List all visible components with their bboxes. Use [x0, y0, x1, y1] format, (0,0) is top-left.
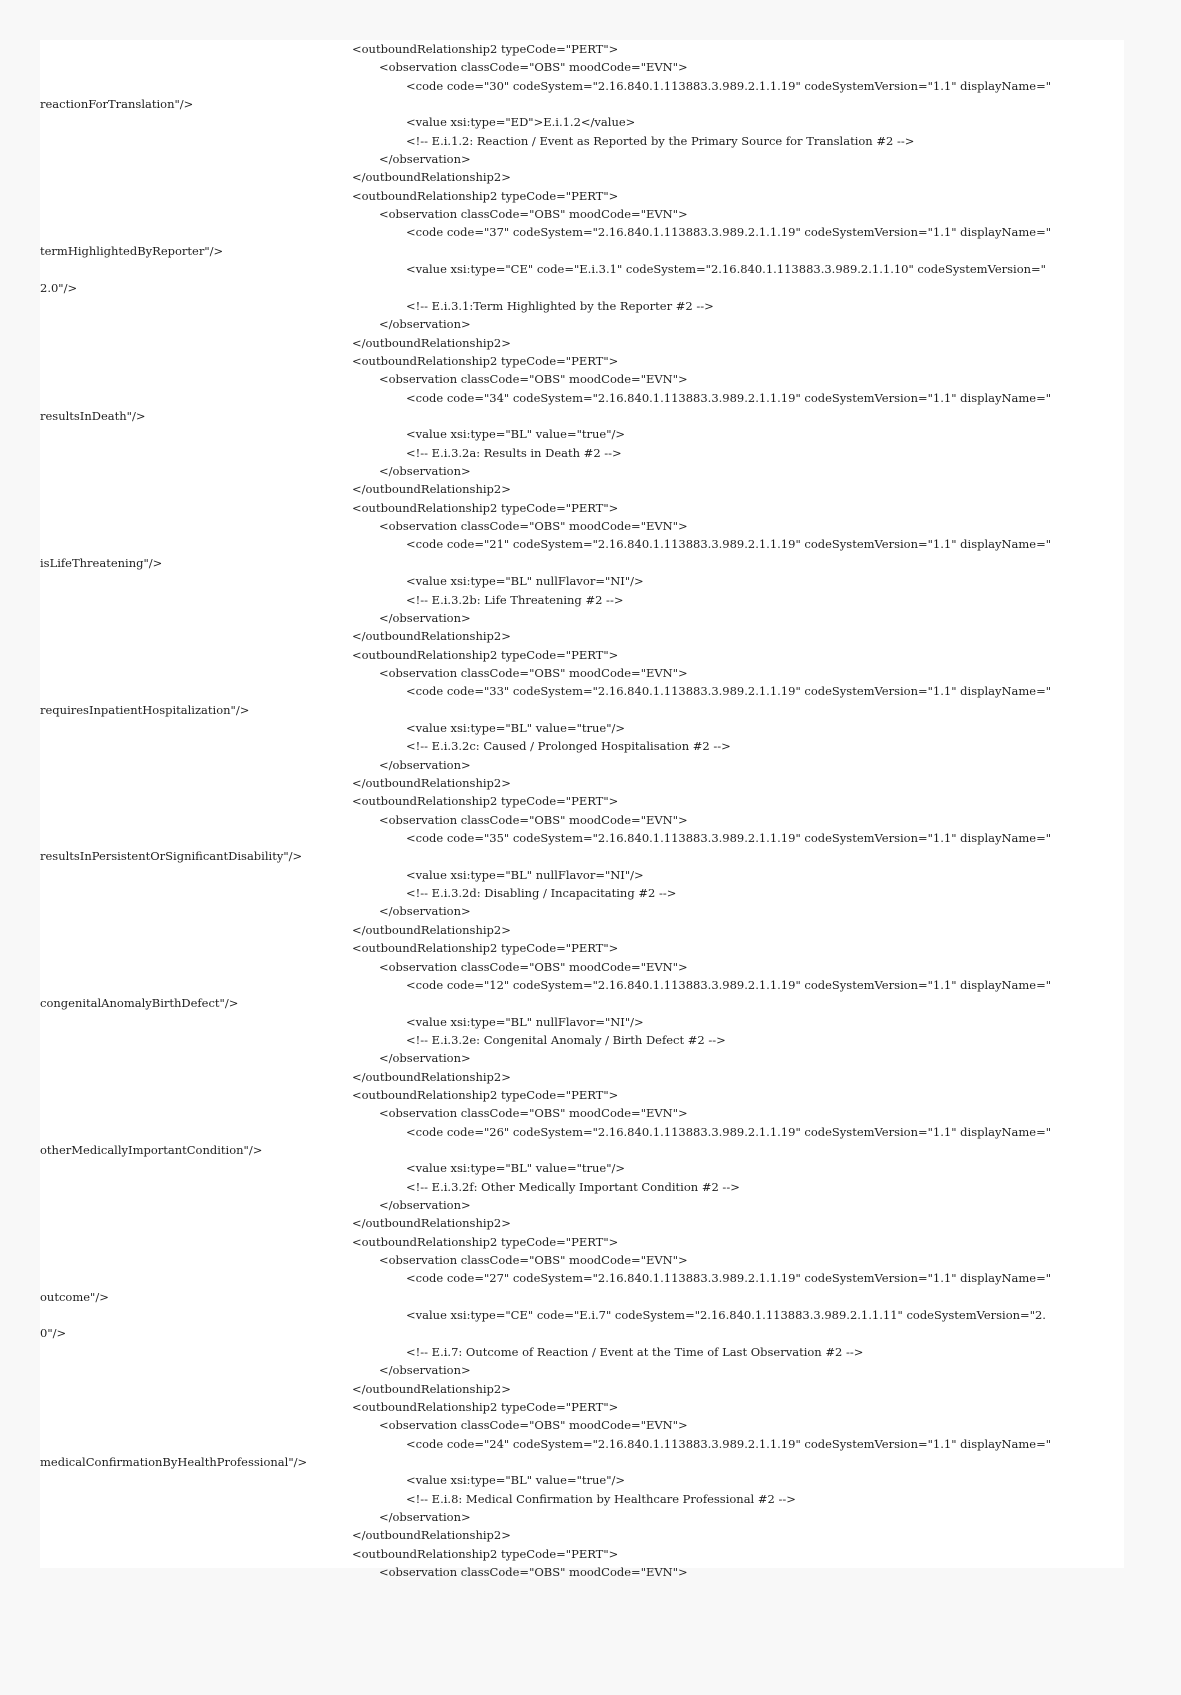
code-line: </outboundRelationship2>: [352, 1070, 511, 1084]
code-line: <code code="24" codeSystem="2.16.840.1.113883.3.989.2.1.1.19" codeSystemVersion="1.1" displayName=": [406, 1437, 1052, 1451]
wrapped-continuation-line: congenitalAnomalyBirthDefect"/>: [40, 996, 239, 1010]
code-line: </observation>: [379, 317, 471, 331]
code-line: <observation classCode="OBS" moodCode="EVN">: [379, 519, 688, 533]
code-line: <observation classCode="OBS" moodCode="EVN">: [379, 1418, 688, 1432]
code-line: <!-- E.i.3.2a: Results in Death #2 -->: [406, 446, 622, 460]
code-line: <observation classCode="OBS" moodCode="EVN">: [379, 813, 688, 827]
code-line: <outboundRelationship2 typeCode="PERT">: [352, 1400, 619, 1414]
code-line: <code code="26" codeSystem="2.16.840.1.113883.3.989.2.1.1.19" codeSystemVersion="1.1" displayName=": [406, 1125, 1052, 1139]
code-line: <!-- E.i.8: Medical Confirmation by Healthcare Professional #2 -->: [406, 1492, 796, 1506]
code-line: <!-- E.i.7: Outcome of Reaction / Event at the Time of Last Observation #2 -->: [406, 1345, 864, 1359]
code-line: <value xsi:type="BL" nullFlavor="NI"/>: [406, 574, 644, 588]
code-line: <!-- E.i.3.2d: Disabling / Incapacitating #2 -->: [406, 886, 677, 900]
code-line: <!-- E.i.3.1:Term Highlighted by the Reporter #2 -->: [406, 299, 714, 313]
code-line: <observation classCode="OBS" moodCode="EVN">: [379, 666, 688, 680]
code-line: <code code="30" codeSystem="2.16.840.1.113883.3.989.2.1.1.19" codeSystemVersion="1.1" displayName=": [406, 79, 1052, 93]
code-line: </observation>: [379, 611, 471, 625]
code-line: </observation>: [379, 758, 471, 772]
code-line: <code code="27" codeSystem="2.16.840.1.113883.3.989.2.1.1.19" codeSystemVersion="1.1" displayName=": [406, 1271, 1052, 1285]
wrapped-continuation-line: resultsInPersistentOrSignificantDisability"/>: [40, 849, 303, 863]
code-line: <outboundRelationship2 typeCode="PERT">: [352, 1088, 619, 1102]
code-line: </outboundRelationship2>: [352, 482, 511, 496]
code-line: <observation classCode="OBS" moodCode="EVN">: [379, 1253, 688, 1267]
wrapped-continuation-line: otherMedicallyImportantCondition"/>: [40, 1143, 263, 1157]
wrapped-continuation-line: isLifeThreatening"/>: [40, 556, 163, 570]
code-line: <!-- E.i.1.2: Reaction / Event as Reported by the Primary Source for Translation #2 -->: [406, 134, 915, 148]
code-line: <!-- E.i.3.2f: Other Medically Important Condition #2 -->: [406, 1180, 740, 1194]
wrapped-continuation-line: reactionForTranslation"/>: [40, 97, 194, 111]
code-line: </observation>: [379, 1510, 471, 1524]
code-line: <code code="37" codeSystem="2.16.840.1.113883.3.989.2.1.1.19" codeSystemVersion="1.1" displayName=": [406, 225, 1052, 239]
code-line: <observation classCode="OBS" moodCode="EVN">: [379, 960, 688, 974]
code-line: <value xsi:type="CE" code="E.i.7" codeSystem="2.16.840.1.113883.3.989.2.1.1.11" codeSystemVersion="2.: [406, 1308, 1046, 1322]
code-line: <code code="33" codeSystem="2.16.840.1.113883.3.989.2.1.1.19" codeSystemVersion="1.1" displayName=": [406, 684, 1052, 698]
code-line: <value xsi:type="BL" value="true"/>: [406, 721, 626, 735]
code-line: </observation>: [379, 904, 471, 918]
code-line: </outboundRelationship2>: [352, 1382, 511, 1396]
code-line: <observation classCode="OBS" moodCode="EVN">: [379, 1106, 688, 1120]
code-line: <!-- E.i.3.2b: Life Threatening #2 -->: [406, 593, 624, 607]
code-line: <value xsi:type="BL" nullFlavor="NI"/>: [406, 1015, 644, 1029]
code-line: </observation>: [379, 1198, 471, 1212]
code-line: <outboundRelationship2 typeCode="PERT">: [352, 648, 619, 662]
code-line: <value xsi:type="BL" nullFlavor="NI"/>: [406, 868, 644, 882]
code-line: <code code="12" codeSystem="2.16.840.1.113883.3.989.2.1.1.19" codeSystemVersion="1.1" displayName=": [406, 978, 1052, 992]
wrapped-continuation-line: termHighlightedByReporter"/>: [40, 244, 224, 258]
code-line: <outboundRelationship2 typeCode="PERT">: [352, 354, 619, 368]
code-line: <outboundRelationship2 typeCode="PERT">: [352, 794, 619, 808]
code-line: <code code="21" codeSystem="2.16.840.1.113883.3.989.2.1.1.19" codeSystemVersion="1.1" displayName=": [406, 537, 1052, 551]
code-line: </outboundRelationship2>: [352, 1216, 511, 1230]
code-line: <code code="34" codeSystem="2.16.840.1.113883.3.989.2.1.1.19" codeSystemVersion="1.1" displayName=": [406, 391, 1052, 405]
code-line: <!-- E.i.3.2c: Caused / Prolonged Hospitalisation #2 -->: [406, 739, 731, 753]
code-line: </outboundRelationship2>: [352, 336, 511, 350]
code-line: </outboundRelationship2>: [352, 629, 511, 643]
code-line: </outboundRelationship2>: [352, 923, 511, 937]
wrapped-continuation-line: outcome"/>: [40, 1290, 109, 1304]
code-line: <value xsi:type="BL" value="true"/>: [406, 1473, 626, 1487]
code-line: </outboundRelationship2>: [352, 170, 511, 184]
wrapped-continuation-line: 0"/>: [40, 1326, 67, 1340]
code-line: <observation classCode="OBS" moodCode="EVN">: [379, 1565, 688, 1579]
code-line: <value xsi:type="BL" value="true"/>: [406, 427, 626, 441]
code-line: <outboundRelationship2 typeCode="PERT">: [352, 501, 619, 515]
code-line: </observation>: [379, 1363, 471, 1377]
code-line: <code code="35" codeSystem="2.16.840.1.113883.3.989.2.1.1.19" codeSystemVersion="1.1" displayName=": [406, 831, 1052, 845]
code-line: <observation classCode="OBS" moodCode="EVN">: [379, 372, 688, 386]
code-line: <value xsi:type="BL" value="true"/>: [406, 1161, 626, 1175]
code-line: <outboundRelationship2 typeCode="PERT">: [352, 1235, 619, 1249]
code-line: <observation classCode="OBS" moodCode="EVN">: [379, 60, 688, 74]
wrapped-continuation-line: resultsInDeath"/>: [40, 409, 146, 423]
code-line: </outboundRelationship2>: [352, 1528, 511, 1542]
code-line: </outboundRelationship2>: [352, 776, 511, 790]
code-line: </observation>: [379, 152, 471, 166]
wrapped-continuation-line: requiresInpatientHospitalization"/>: [40, 703, 250, 717]
code-line: <outboundRelationship2 typeCode="PERT">: [352, 189, 619, 203]
code-line: <value xsi:type="CE" code="E.i.3.1" codeSystem="2.16.840.1.113883.3.989.2.1.1.10" codeSystemVersion=": [406, 262, 1046, 276]
xml-document: [40, 40, 1124, 1579]
code-line: <value xsi:type="ED">E.i.1.2</value>: [406, 115, 636, 129]
code-line: <outboundRelationship2 typeCode="PERT">: [352, 941, 619, 955]
wrapped-continuation-line: 2.0"/>: [40, 281, 78, 295]
code-line: </observation>: [379, 464, 471, 478]
code-line: <!-- E.i.3.2e: Congenital Anomaly / Birth Defect #2 -->: [406, 1033, 726, 1047]
code-line: </observation>: [379, 1051, 471, 1065]
code-line: <observation classCode="OBS" moodCode="EVN">: [379, 207, 688, 221]
code-line: <outboundRelationship2 typeCode="PERT">: [352, 42, 619, 56]
code-line: <outboundRelationship2 typeCode="PERT">: [352, 1547, 619, 1561]
wrapped-continuation-line: medicalConfirmationByHealthProfessional"/>: [40, 1455, 308, 1469]
